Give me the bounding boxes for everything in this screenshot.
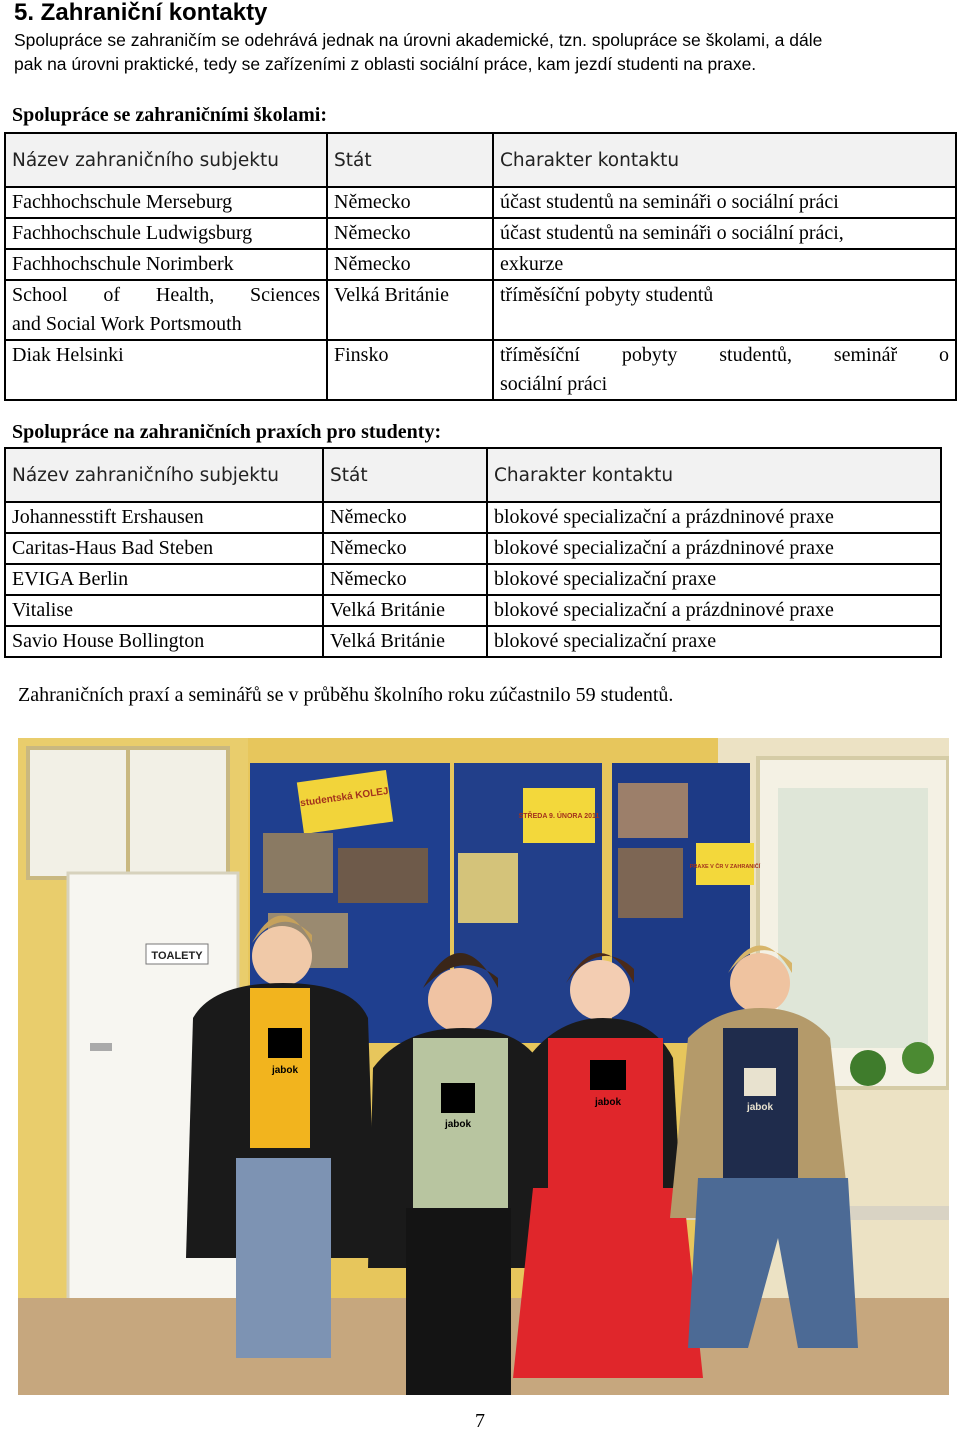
table-row [5, 595, 941, 626]
table-row [5, 502, 941, 533]
poster-date-text: STŘEDA 9. ÚNORA 2011 [518, 813, 600, 820]
school-contact-line: tříměsíční pobyty studentů, seminář o [500, 344, 949, 366]
practice-country: Německo [323, 533, 487, 564]
table-row [5, 280, 956, 340]
table-header-row [5, 133, 956, 187]
poster-photo [618, 783, 688, 838]
shirt-logo-text: jabok [594, 1097, 622, 1108]
section-heading: 5. Zahraniční kontakty [14, 0, 268, 26]
shirt-logo [268, 1028, 302, 1076]
window-view [778, 788, 928, 1048]
column-header: Charakter kontaktu [493, 133, 956, 187]
person-face [570, 960, 630, 1020]
practice-contact: blokové specializační praxe [487, 564, 941, 595]
school-name: Diak Helsinki [5, 340, 327, 400]
shirt-logo [590, 1060, 626, 1108]
practice-name: Johannesstift Ershausen [5, 502, 323, 533]
column-header: Charakter kontaktu [487, 448, 941, 502]
toalety-sign-text: TOALETY [151, 950, 203, 962]
column-header: Stát [327, 133, 493, 187]
practice-name: Vitalise [5, 595, 323, 626]
poster-praxe-text: PRAXE V ČR V ZAHRANIČÍ [689, 864, 761, 870]
shirt-logo-text: jabok [444, 1119, 472, 1130]
table-row [5, 340, 956, 400]
practice-country: Německo [323, 564, 487, 595]
table-row [5, 218, 956, 249]
practice-contact: blokové specializační a prázdninové praxe [487, 533, 941, 564]
table-row [5, 533, 941, 564]
practice-country: Velká Británie [323, 595, 487, 626]
shirt-logo [744, 1068, 776, 1113]
school-country: Německo [327, 187, 493, 218]
school-contact: účast studentů na semináři o sociální práci [493, 187, 956, 218]
person-face [730, 953, 790, 1013]
practice-contact: blokové specializační a prázdninové praxe [487, 502, 941, 533]
table-row [5, 626, 941, 657]
column-header: Název zahraničního subjektu [5, 133, 327, 187]
school-contact: tříměsíční pobyty studentů [493, 280, 956, 340]
schools-table [4, 132, 957, 401]
practice-name: Savio House Bollington [5, 626, 323, 657]
school-contact-line: sociální práci [500, 373, 608, 395]
practice-contact: blokové specializační a prázdninové praxe [487, 595, 941, 626]
column-header: Stát [323, 448, 487, 502]
poster-photo [263, 833, 333, 893]
school-country: Velká Británie [327, 280, 493, 340]
summary-text: Zahraničních praxí a seminářů se v průběhu školního roku zúčastnilo 59 studentů. [18, 684, 674, 706]
school-country: Finsko [327, 340, 493, 400]
door-handle [90, 1043, 112, 1051]
practice-title: Spolupráce na zahraničních praxích pro studenty: [12, 421, 442, 443]
shirt-logo-text: jabok [271, 1065, 299, 1076]
poster-photo [458, 853, 518, 923]
shirt-logo [441, 1083, 475, 1130]
shirt-logo-text: jabok [746, 1102, 774, 1113]
intro-line-2: pak na úrovni praktické, tedy se zařízeními z oblasti sociální práce, kam jezdí studenti na praxe. [14, 54, 757, 74]
person-face [428, 968, 492, 1032]
plant [850, 1050, 886, 1086]
school-name [5, 280, 327, 340]
school-name-line: School of Health, Sciences [12, 284, 320, 306]
plant [902, 1042, 934, 1074]
practice-table [4, 447, 942, 658]
practice-country: Velká Británie [323, 626, 487, 657]
school-country: Německo [327, 249, 493, 280]
table-header-row [5, 448, 941, 502]
table-row [5, 249, 956, 280]
practice-country: Německo [323, 502, 487, 533]
schools-title: Spolupráce se zahraničními školami: [12, 104, 328, 126]
group-photo [18, 738, 949, 1395]
person-face [252, 926, 312, 986]
poster-photo [618, 848, 683, 918]
practice-name: EVIGA Berlin [5, 564, 323, 595]
black-pants [406, 1208, 511, 1395]
table-row [5, 187, 956, 218]
school-name-line: and Social Work Portsmouth [12, 313, 242, 335]
school-contact: exkurze [493, 249, 956, 280]
practice-contact: blokové specializační praxe [487, 626, 941, 657]
school-name: Fachhochschule Ludwigsburg [5, 218, 327, 249]
column-header: Název zahraničního subjektu [5, 448, 323, 502]
school-name: Fachhochschule Norimberk [5, 249, 327, 280]
school-contact: účast studentů na semináři o sociální práci, [493, 218, 956, 249]
jeans [236, 1158, 331, 1358]
page-number: 7 [475, 1410, 485, 1432]
practice-name: Caritas-Haus Bad Steben [5, 533, 323, 564]
intro-line-1: Spolupráce se zahraničím se odehrává jednak na úrovni akademické, tzn. spolupráce se školami, a dále [14, 30, 823, 50]
school-contact [493, 340, 956, 400]
poster-kolej-text: studentská KOLEJ [299, 785, 390, 810]
poster-photo [338, 848, 428, 903]
table-row [5, 564, 941, 595]
school-country: Německo [327, 218, 493, 249]
school-name: Fachhochschule Merseburg [5, 187, 327, 218]
